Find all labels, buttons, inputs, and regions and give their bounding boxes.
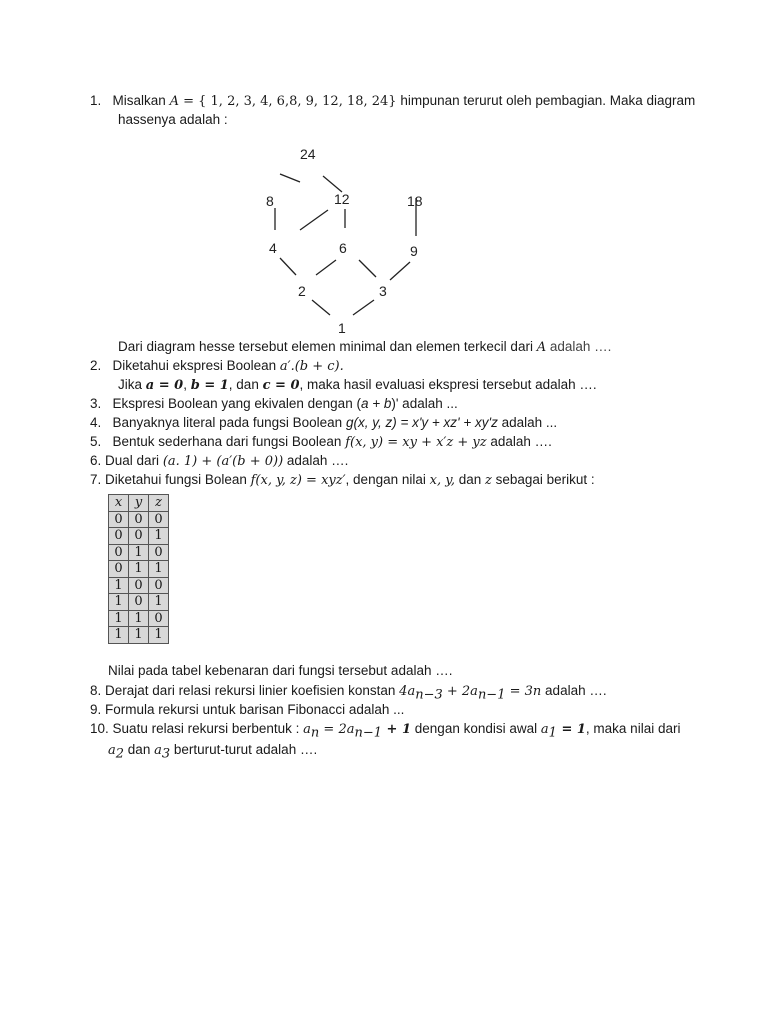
q3-number: 3. xyxy=(90,396,102,411)
q3-text-a: Ekspresi Boolean yang ekivalen dengan ( xyxy=(112,396,361,411)
q10-e2: = 2a xyxy=(319,722,355,737)
q2-sep1: , xyxy=(183,377,191,392)
q10-number: 10. xyxy=(90,721,109,736)
q9-number: 9. xyxy=(90,702,102,717)
q2-line2 xyxy=(118,376,597,395)
q1-line xyxy=(90,92,695,111)
q8-expr1: 4a xyxy=(399,684,416,699)
table-cell: 0 xyxy=(149,577,169,594)
q8-sub2: n−1 xyxy=(477,687,506,703)
edge-3-6 xyxy=(359,260,376,277)
q1-text-b: himpunan terurut oleh pembagian. Maka diagram xyxy=(396,93,696,108)
q10-l2-b: berturut-turut adalah …. xyxy=(170,742,318,757)
q10-s1: n xyxy=(310,725,320,741)
header-x: x xyxy=(109,495,129,512)
table-cell: 1 xyxy=(109,594,129,611)
q5-expr: f(x, y) = xy + x′z + yz xyxy=(345,435,487,450)
q2-l2-b: , maka hasil evaluasi ekspresi tersebut adalah …. xyxy=(299,377,597,392)
table-cell: 0 xyxy=(109,561,129,578)
q6-text-b: adalah …. xyxy=(283,453,349,468)
node-8: 8 xyxy=(266,193,274,209)
table-cell: 0 xyxy=(109,544,129,561)
q8-line xyxy=(90,682,607,701)
q1-set-eq: = { 1, 2, 3, 4, 6,8, 9, 12, 18, 24} xyxy=(178,94,397,109)
edge-1-2 xyxy=(312,300,330,315)
q10-l2-a: dan xyxy=(124,742,155,757)
table-cell: 0 xyxy=(129,594,149,611)
edge-24-12 xyxy=(323,176,342,192)
q6-expr: (a. 1) + (a′(b + 0)) xyxy=(162,454,284,469)
q1-after xyxy=(118,338,611,357)
q4-number: 4. xyxy=(90,415,102,430)
q1-number: 1. xyxy=(90,93,102,108)
table-cell: 1 xyxy=(149,528,169,545)
node-4: 4 xyxy=(269,240,277,256)
table-cell: 0 xyxy=(129,528,149,545)
q1-after-end: adalah …. xyxy=(546,339,612,354)
q10-e1: a xyxy=(303,722,311,737)
table-row xyxy=(109,528,169,545)
table-cell: 1 xyxy=(149,561,169,578)
header-y: y xyxy=(129,495,149,512)
node-24: 24 xyxy=(300,146,316,162)
table-cell: 0 xyxy=(149,511,169,528)
q10-e4: a xyxy=(540,722,549,737)
q3-line xyxy=(90,395,458,413)
q4-expr: g(x, y, z) = x'y + xz' + xy'z xyxy=(345,415,498,430)
truth-table xyxy=(108,494,169,644)
q10-s2: n−1 xyxy=(354,725,383,741)
q5-text-a: Bentuk sederhana dari fungsi Boolean xyxy=(112,434,346,449)
q1-text-a: Misalkan xyxy=(112,93,166,108)
q8-number: 8. xyxy=(90,683,102,698)
q1-after-var: A xyxy=(536,340,547,355)
edge-1-3 xyxy=(353,300,374,315)
q4-text-b: adalah ... xyxy=(497,415,558,430)
q2-v2: b = 1 xyxy=(190,378,229,393)
table-cell: 1 xyxy=(129,561,149,578)
q10-text-b: dengan kondisi awal xyxy=(411,721,541,736)
table-cell: 1 xyxy=(129,610,149,627)
q8-text-b: adalah …. xyxy=(541,683,607,698)
table-cell: 1 xyxy=(149,627,169,644)
q10-l2-s2: 3 xyxy=(161,746,171,762)
q2-number: 2. xyxy=(90,358,102,373)
table-cell: 1 xyxy=(129,544,149,561)
q8-expr2: + 2a xyxy=(442,684,478,699)
table-cell: 1 xyxy=(109,627,129,644)
q8-text-a: Derajat dari relasi rekursi linier koefisien konstan xyxy=(105,683,400,698)
table-cell: 1 xyxy=(109,610,129,627)
header-z: z xyxy=(149,495,169,512)
q10-e5: = 1 xyxy=(556,722,586,737)
edge-8-24 xyxy=(280,174,300,182)
q7-after: Nilai pada tabel kebenaran dari fungsi tersebut adalah …. xyxy=(108,663,453,678)
node-6: 6 xyxy=(339,240,347,256)
node-18: 18 xyxy=(407,193,423,209)
q2-v3: c = 0 xyxy=(262,378,300,393)
q5-number: 5. xyxy=(90,434,102,449)
q5-text-b: adalah …. xyxy=(486,434,552,449)
q3-text-b: )' adalah ... xyxy=(391,396,458,411)
table-cell: 0 xyxy=(129,511,149,528)
q4-line xyxy=(90,414,557,432)
node-2: 2 xyxy=(298,283,306,299)
q2-line xyxy=(90,357,344,376)
node-3: 3 xyxy=(379,283,387,299)
q1-line2: hassenya adalah : xyxy=(118,112,228,127)
q7-line xyxy=(90,471,595,490)
q10-text-c: , maka nilai dari xyxy=(585,721,681,736)
truth-table-header xyxy=(109,495,169,512)
q7-text-b: , dengan nilai xyxy=(345,472,430,487)
table-cell: 0 xyxy=(129,577,149,594)
edge-2-4 xyxy=(280,258,296,275)
q4-text-a: Banyaknya literal pada fungsi Boolean xyxy=(112,415,346,430)
q10-text-a: Suatu relasi rekursi berbentuk : xyxy=(112,721,304,736)
q8-expr3: = 3n xyxy=(505,684,542,699)
table-row xyxy=(109,544,169,561)
q2-sep2: , dan xyxy=(228,377,263,392)
q6-number: 6. xyxy=(90,453,102,468)
q7-expr: f(x, y, z) = xyz′ xyxy=(250,473,346,488)
q7-text-c: dan xyxy=(454,472,486,487)
table-cell: 0 xyxy=(109,511,129,528)
edge-2-6 xyxy=(316,260,336,275)
q3-expr: a + b xyxy=(360,396,392,411)
table-row xyxy=(109,577,169,594)
q9-line xyxy=(90,701,404,719)
node-12: 12 xyxy=(334,191,350,207)
table-row xyxy=(109,594,169,611)
q2-v1: a = 0 xyxy=(145,378,184,393)
q10-s4: 1 xyxy=(548,725,557,741)
q2-text: Diketahui ekspresi Boolean xyxy=(112,358,280,373)
table-cell: 0 xyxy=(149,610,169,627)
table-row xyxy=(109,610,169,627)
q10-l2-e2: a xyxy=(154,743,162,758)
q2-l2-a: Jika xyxy=(118,377,146,392)
table-cell: 1 xyxy=(109,577,129,594)
table-row xyxy=(109,627,169,644)
q2-expr: a′.(b + c). xyxy=(279,359,344,374)
table-row xyxy=(109,511,169,528)
q7-text-a: Diketahui fungsi Bolean xyxy=(105,472,251,487)
table-cell: 1 xyxy=(149,594,169,611)
q10-line2 xyxy=(108,741,317,760)
edge-4-12 xyxy=(300,210,328,230)
node-9: 9 xyxy=(410,243,418,259)
node-1: 1 xyxy=(338,320,346,336)
q8-sub1: n−3 xyxy=(415,687,443,703)
edge-3-9 xyxy=(390,262,410,280)
q5-line xyxy=(90,433,552,452)
table-cell: 0 xyxy=(149,544,169,561)
q10-e3: + 1 xyxy=(382,722,412,737)
q10-l2-e1: a xyxy=(108,743,116,758)
hasse-diagram xyxy=(250,140,450,340)
q7-text-d: sebagai berikut : xyxy=(491,472,595,487)
q9-text: Formula rekursi untuk barisan Fibonacci adalah ... xyxy=(105,702,405,717)
table-cell: 1 xyxy=(129,627,149,644)
q7-vars: x, y, xyxy=(429,473,455,488)
table-cell: 0 xyxy=(109,528,129,545)
q6-text-a: Dual dari xyxy=(105,453,163,468)
table-row xyxy=(109,561,169,578)
q10-l2-s1: 2 xyxy=(115,746,125,762)
q1-after-text: Dari diagram hesse tersebut elemen minimal dan elemen terkecil dari xyxy=(118,339,537,354)
q6-line xyxy=(90,452,348,471)
q1-set-var: A xyxy=(169,94,179,109)
q7-zvar: z xyxy=(485,473,492,488)
q10-line xyxy=(90,720,680,739)
q7-number: 7. xyxy=(90,472,102,487)
